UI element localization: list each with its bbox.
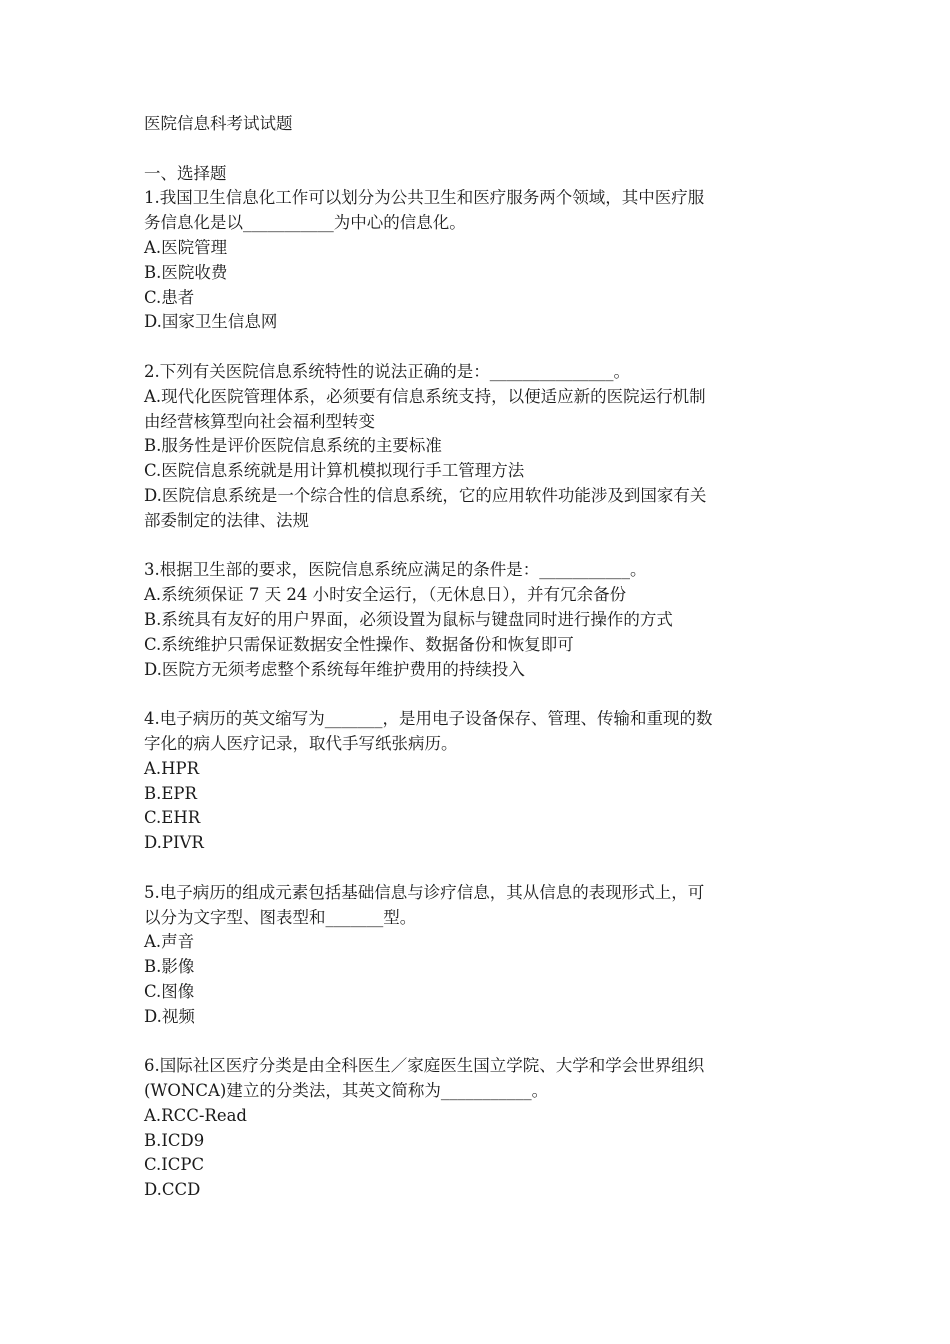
answer-option: B.服务性是评价医院信息系统的主要标准 xyxy=(144,436,442,456)
answer-option: A.系统须保证 7 天 24 小时安全运行，（无休息日），并有冗余备份 xyxy=(144,585,627,605)
answer-option: B.EPR xyxy=(144,783,197,803)
answer-option: C.系统维护只需保证数据安全性操作、数据备份和恢复即可 xyxy=(144,634,574,654)
answer-option: C.ICPC xyxy=(144,1155,205,1175)
question-stem: 3.根据卫生部的要求，医院信息系统应满足的条件是：___________。 xyxy=(144,560,647,580)
answer-option: D.医院方无须考虑整个系统每年维护费用的持续投入 xyxy=(144,659,525,679)
question-block xyxy=(144,881,812,1030)
document-title: 医院信息科考试试题 xyxy=(144,114,293,133)
answer-option: C.EHR xyxy=(144,808,201,828)
document-page xyxy=(144,112,812,1203)
answer-option: D.医院信息系统是一个综合性的信息系统，它的应用软件功能涉及到国家有关 xyxy=(144,485,707,505)
question-block xyxy=(144,707,812,856)
answer-option: A.现代化医院管理体系，必须要有信息系统支持，以便适应新的医院运行机制 xyxy=(144,386,706,406)
question-stem: 6.国际社区医疗分类是由全科医生／家庭医生国立学院、大学和学会世界组织 xyxy=(144,1056,705,1076)
question-list xyxy=(144,186,812,1203)
question-stem: 1.我国卫生信息化工作可以划分为公共卫生和医疗服务两个领域，其中医疗服 xyxy=(144,188,705,208)
answer-option: A.HPR xyxy=(144,758,200,778)
question-block xyxy=(144,1054,812,1203)
question-stem: 2.下列有关医院信息系统特性的说法正确的是：_______________。 xyxy=(144,361,630,381)
question-stem: 字化的病人医疗记录，取代手写纸张病历。 xyxy=(144,733,458,753)
answer-option: D.CCD xyxy=(144,1180,201,1200)
answer-option: C.患者 xyxy=(144,287,195,307)
answer-option: C.医院信息系统就是用计算机模拟现行手工管理方法 xyxy=(144,461,525,481)
question-block xyxy=(144,186,812,335)
question-block xyxy=(144,558,812,682)
question-stem: 务信息化是以___________为中心的信息化。 xyxy=(144,213,466,233)
answer-option: D.PIVR xyxy=(144,833,204,853)
answer-option: D.视频 xyxy=(144,1006,195,1026)
answer-option: 部委制定的法律、法规 xyxy=(144,510,309,530)
answer-option: A.声音 xyxy=(144,932,195,952)
answer-option: B.医院收费 xyxy=(144,262,228,282)
answer-option: B.ICD9 xyxy=(144,1130,205,1150)
answer-option: B.系统具有友好的用户界面，必须设置为鼠标与键盘同时进行操作的方式 xyxy=(144,609,673,629)
question-stem: (WONCA)建立的分类法，其英文简称为___________。 xyxy=(144,1081,549,1101)
answer-option: A.RCC-Read xyxy=(144,1105,247,1125)
answer-option: B.影像 xyxy=(144,957,195,977)
answer-option: A.医院管理 xyxy=(144,237,228,257)
question-stem: 5.电子病历的组成元素包括基础信息与诊疗信息，其从信息的表现形式上，可 xyxy=(144,882,705,902)
section-heading: 一、选择题 xyxy=(144,163,227,183)
answer-option: 由经营核算型向社会福利型转变 xyxy=(144,411,375,431)
question-stem: 4.电子病历的英文缩写为_______，是用电子设备保存、管理、传输和重现的数 xyxy=(144,709,713,729)
answer-option: D.国家卫生信息网 xyxy=(144,312,278,332)
question-block xyxy=(144,360,812,534)
question-stem: 以分为文字型、图表型和_______型。 xyxy=(144,907,417,927)
answer-option: C.图像 xyxy=(144,981,195,1001)
